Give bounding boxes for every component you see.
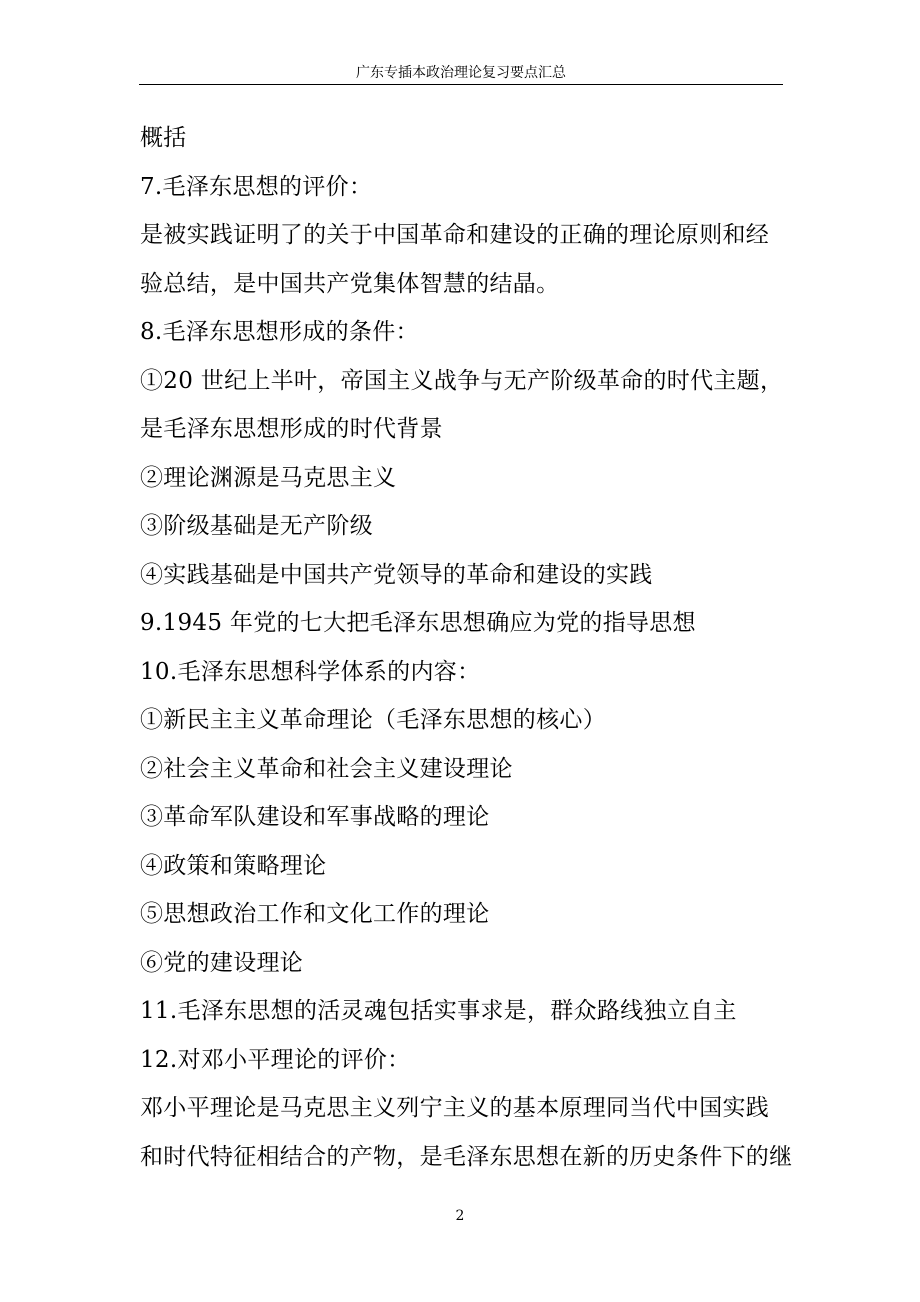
paragraph-item-7-line-1: 是被实践证明了的关于中国革命和建设的正确的理论原则和经 — [140, 222, 770, 248]
list-item-10-4: ④政策和策略理论 — [140, 852, 327, 879]
heading-item-9: 9.1945 年党的七大把毛泽东思想确应为党的指导思想 — [140, 610, 696, 636]
list-item-10-5: ⑤思想政治工作和文化工作的理论 — [140, 901, 490, 927]
list-item-10-6: ⑥党的建设理论 — [140, 949, 304, 976]
heading-item-7: 7.毛泽东思想的评价： — [140, 173, 373, 200]
text-line-continuation: 概括 — [140, 125, 187, 151]
heading-item-11: 11.毛泽东思想的活灵魂包括实事求是，群众路线独立自主 — [140, 998, 737, 1024]
running-header: 广东专插本政治理论复习要点汇总 — [139, 62, 783, 85]
paragraph-item-7-line-2: 验总结，是中国共产党集体智慧的结晶。 — [140, 270, 560, 297]
list-item-10-2: ②社会主义革命和社会主义建设理论 — [140, 755, 513, 782]
page-number: 2 — [455, 1208, 465, 1224]
heading-item-8: 8.毛泽东思想形成的条件： — [140, 319, 419, 345]
body-text — [140, 114, 793, 1181]
list-item-8-1-line-2: 是毛泽东思想形成的时代背景 — [140, 416, 443, 442]
list-item-8-4: ④实践基础是中国共产党领导的革命和建设的实践 — [140, 561, 653, 588]
heading-item-10: 10.毛泽东思想科学体系的内容： — [140, 658, 481, 685]
list-item-8-3: ③阶级基础是无产阶级 — [140, 513, 373, 539]
list-item-8-1-line-1: ①20 世纪上半叶，帝国主义战争与无产阶级革命的时代主题， — [140, 367, 784, 394]
list-item-10-1: ①新民主主义革命理论（毛泽东思想的核心） — [140, 707, 606, 733]
paragraph-item-12-line-2: 和时代特征相结合的产物，是毛泽东思想在新的历史条件下的继 — [140, 1143, 793, 1170]
heading-item-12: 12.对邓小平理论的评价： — [140, 1046, 411, 1073]
list-item-10-3: ③革命军队建设和军事战略的理论 — [140, 804, 490, 830]
list-item-8-2: ②理论渊源是马克思主义 — [140, 464, 397, 491]
paragraph-item-12-line-1: 邓小平理论是马克思主义列宁主义的基本原理同当代中国实践 — [140, 1095, 770, 1121]
